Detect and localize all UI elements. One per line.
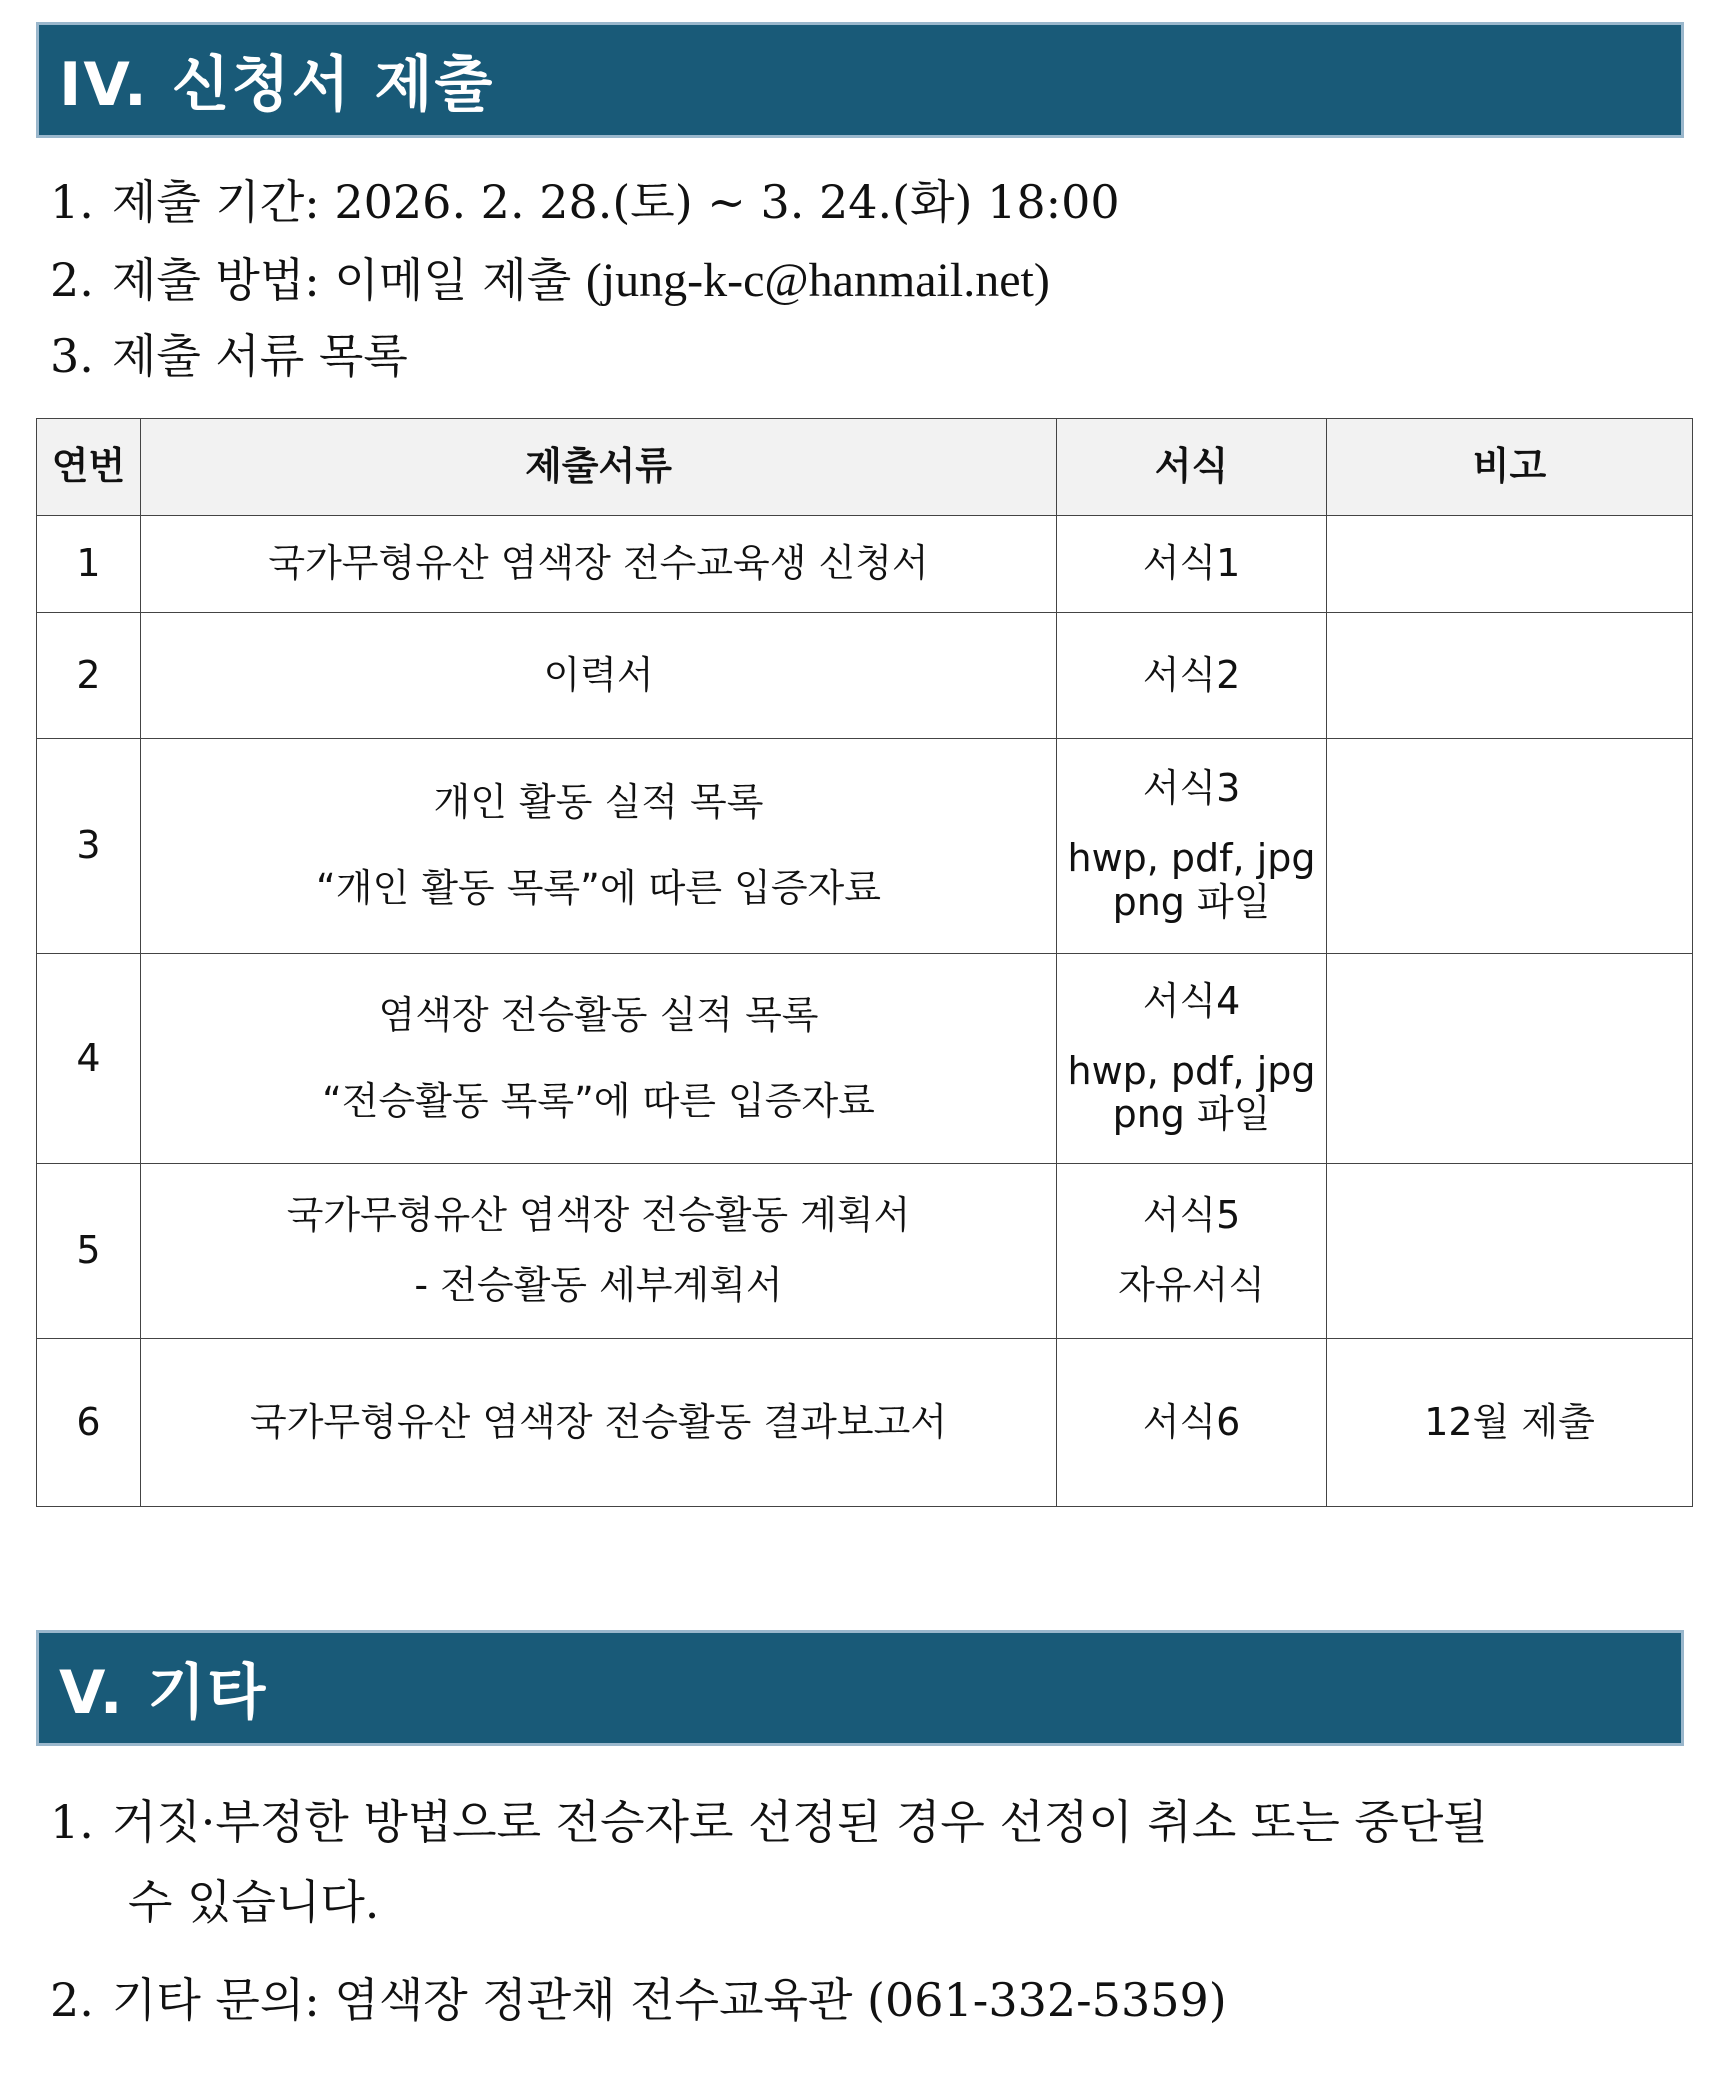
cell-no: 6 bbox=[37, 1339, 141, 1507]
item-text: 기타 문의: 염색장 정관채 전수교육관 (061-332-5359) bbox=[111, 1973, 1227, 2027]
cell-document bbox=[141, 739, 1057, 954]
form-line: 서식1 bbox=[1142, 541, 1241, 586]
header-no: 연번 bbox=[37, 419, 141, 516]
table-row bbox=[37, 954, 1693, 1164]
document-line: 개인 활동 실적 목록 bbox=[433, 780, 764, 825]
cell-form bbox=[1057, 613, 1327, 739]
document-line: 염색장 전승활동 실적 목록 bbox=[378, 992, 819, 1037]
document-line: 국가무형유산 염색장 전수교육생 신청서 bbox=[268, 541, 929, 586]
cell-note: 12월 제출 bbox=[1327, 1339, 1693, 1507]
cell-form bbox=[1057, 739, 1327, 954]
document-line: - 전승활동 세부계획서 bbox=[414, 1263, 783, 1307]
contact-info bbox=[50, 1964, 1227, 2030]
form-line: 서식6 bbox=[1142, 1399, 1241, 1444]
cell-note bbox=[1327, 516, 1693, 613]
form-line: png 파일 bbox=[1112, 879, 1271, 924]
cell-document bbox=[141, 954, 1057, 1164]
form-line: hwp, pdf, jpg bbox=[1067, 1048, 1316, 1093]
item-text: 제출 기간: 2026. 2. 28.(토) ~ 3. 24.(화) 18:00 bbox=[111, 175, 1120, 229]
section-header-4 bbox=[36, 22, 1684, 138]
header-note: 비고 bbox=[1327, 419, 1693, 516]
table-row bbox=[37, 1339, 1693, 1507]
cell-note bbox=[1327, 954, 1693, 1164]
cell-form bbox=[1057, 1339, 1327, 1507]
table-row bbox=[37, 739, 1693, 954]
table-row bbox=[37, 613, 1693, 739]
cell-no: 2 bbox=[37, 613, 141, 739]
email-address: (jung-k-c@hanmail.net) bbox=[585, 254, 1050, 307]
cell-note bbox=[1327, 739, 1693, 954]
table-row bbox=[37, 516, 1693, 613]
header-form: 서식 bbox=[1057, 419, 1327, 516]
section-title: V. 기타 bbox=[59, 1658, 268, 1728]
document-line: 이력서 bbox=[543, 652, 654, 697]
section-title: IV. 신청서 제출 bbox=[59, 50, 495, 120]
item-number: 1. bbox=[50, 1795, 94, 1849]
cell-form bbox=[1057, 516, 1327, 613]
cell-document bbox=[141, 1164, 1057, 1339]
cell-no: 4 bbox=[37, 954, 141, 1164]
document-list-heading bbox=[50, 320, 408, 386]
item-text-continued: 수 있습니다. bbox=[128, 1875, 380, 1929]
item-number: 3. bbox=[50, 329, 94, 383]
cell-note bbox=[1327, 1164, 1693, 1339]
item-text: 제출 방법: 이메일 제출 bbox=[111, 253, 572, 307]
cell-document bbox=[141, 1339, 1057, 1507]
cell-no: 1 bbox=[37, 516, 141, 613]
table-header-row bbox=[37, 419, 1693, 516]
cell-note bbox=[1327, 613, 1693, 739]
cell-document bbox=[141, 516, 1057, 613]
form-line: 서식3 bbox=[1142, 766, 1241, 811]
documents-table bbox=[36, 418, 1693, 1507]
cell-no: 3 bbox=[37, 739, 141, 954]
item-number: 1. bbox=[50, 175, 94, 229]
cell-form bbox=[1057, 954, 1327, 1164]
section-header-5 bbox=[36, 1630, 1684, 1746]
form-line: hwp, pdf, jpg bbox=[1067, 836, 1316, 881]
item-number: 2. bbox=[50, 253, 94, 307]
document-line: “전승활동 목록”에 따른 입증자료 bbox=[322, 1078, 875, 1123]
cell-form bbox=[1057, 1164, 1327, 1339]
form-line: 서식4 bbox=[1142, 978, 1241, 1023]
form-line: 자유서식 bbox=[1118, 1263, 1265, 1307]
cell-document bbox=[141, 613, 1057, 739]
form-line: png 파일 bbox=[1112, 1092, 1271, 1137]
form-line: 서식2 bbox=[1142, 652, 1241, 697]
table-row bbox=[37, 1164, 1693, 1339]
document-line: 국가무형유산 염색장 전승활동 계획서 bbox=[286, 1193, 911, 1238]
header-document: 제출서류 bbox=[141, 419, 1057, 516]
submission-period bbox=[50, 166, 1120, 232]
document-line: “개인 활동 목록”에 따른 입증자료 bbox=[316, 866, 881, 910]
item-text: 제출 서류 목록 bbox=[111, 329, 408, 383]
item-text: 거짓·부정한 방법으로 전승자로 선정된 경우 선정이 취소 또는 중단될 bbox=[111, 1795, 1488, 1849]
document-line: 국가무형유산 염색장 전승활동 결과보고서 bbox=[250, 1399, 947, 1444]
cell-no: 5 bbox=[37, 1164, 141, 1339]
submission-method bbox=[50, 244, 1050, 310]
item-number: 2. bbox=[50, 1973, 94, 2027]
form-line: 서식5 bbox=[1142, 1193, 1241, 1238]
disqualification-notice bbox=[50, 1782, 1690, 1942]
